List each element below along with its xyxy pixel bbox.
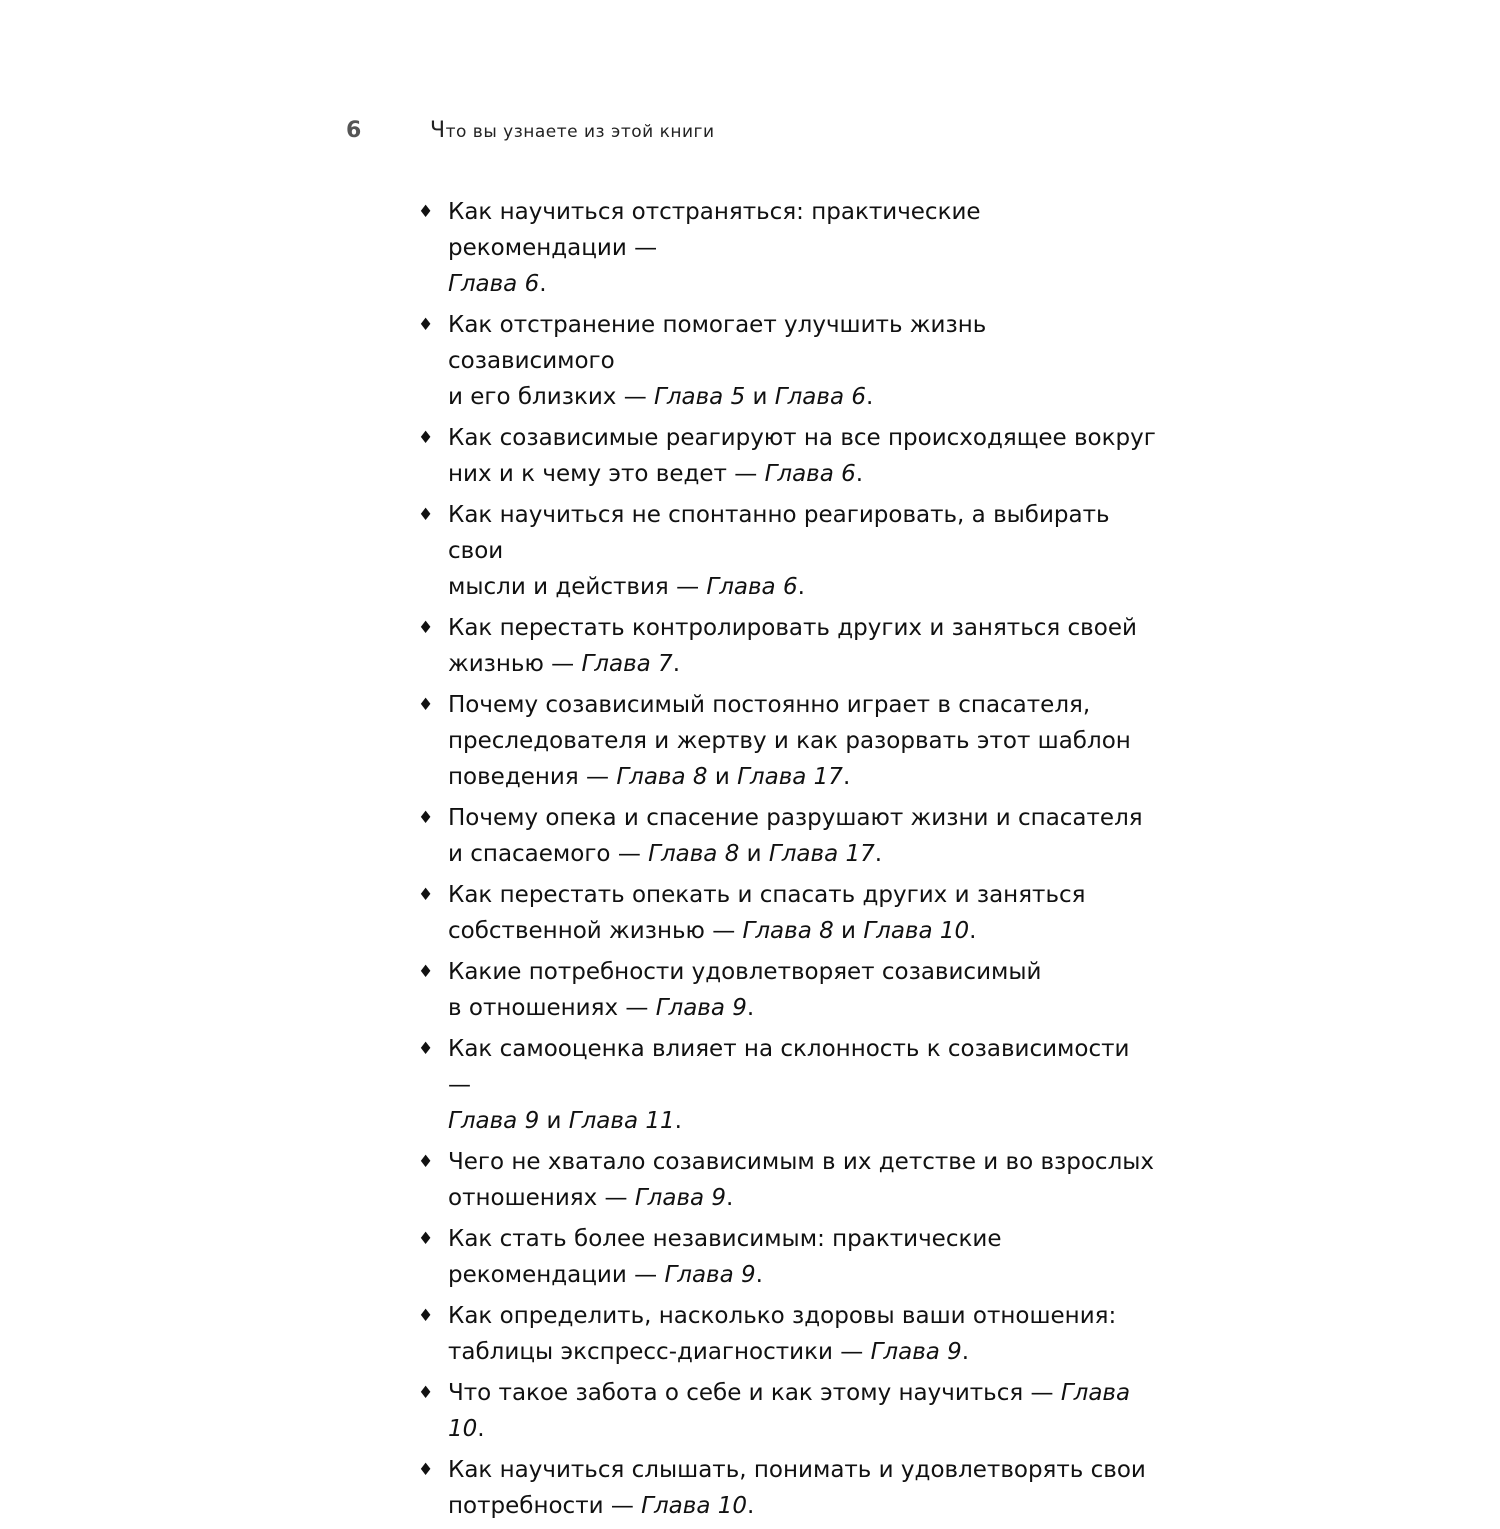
diamond-bullet-icon: ♦: [418, 1306, 434, 1326]
chapter-reference: Глава 5: [654, 384, 746, 410]
list-item: [418, 497, 1158, 605]
list-item-text: [448, 1144, 1158, 1216]
list-item: [418, 1221, 1158, 1293]
running-title-initial: Ч: [430, 118, 446, 143]
diamond-bullet-icon: ♦: [418, 1229, 434, 1249]
reference-separator: .: [866, 384, 874, 410]
page-number: 6: [346, 118, 362, 143]
chapter-reference: Глава 6: [706, 574, 798, 600]
reference-separator: .: [969, 918, 977, 944]
chapter-reference: Глава 6: [774, 384, 866, 410]
chapter-reference: Глава 9: [664, 1262, 756, 1288]
list-item: [418, 1144, 1158, 1216]
diamond-bullet-icon: ♦: [418, 1152, 434, 1172]
item-description: Чего не хватало созависимым в их детстве и во взрослых отношениях —: [448, 1149, 1155, 1211]
reference-separator: .: [539, 271, 547, 297]
chapter-reference: Глава 9: [655, 995, 747, 1021]
list-item-text: [448, 420, 1158, 492]
diamond-bullet-icon: ♦: [418, 505, 434, 525]
running-head: [346, 118, 715, 148]
chapter-reference: Глава 6: [448, 271, 540, 297]
diamond-bullet-icon: ♦: [418, 695, 434, 715]
chapter-reference: Глава 10: [448, 1380, 1131, 1442]
reference-separator: .: [855, 461, 864, 487]
diamond-bullet-icon: ♦: [418, 1383, 434, 1403]
item-description: Как стать более независимым: практические рекомендации —: [448, 1226, 1002, 1288]
diamond-bullet-icon: ♦: [418, 1039, 434, 1059]
item-description: Как научиться слышать, понимать и удовлетворять свои потребности —: [448, 1457, 1146, 1519]
list-item-text: [448, 1031, 1158, 1139]
reference-separator: и: [707, 764, 738, 790]
item-description: Как отстранение помогает улучшить жизнь созависимого и его близких —: [448, 312, 987, 410]
contents-list: [418, 194, 1158, 1529]
list-item-text: [448, 497, 1158, 605]
chapter-reference: Глава 11: [568, 1108, 675, 1134]
reference-separator: .: [746, 995, 755, 1021]
item-description: Почему опека и спасение разрушают жизни и спасателя и спасаемого —: [448, 805, 1143, 867]
diamond-bullet-icon: ♦: [418, 885, 434, 905]
list-item-text: [448, 194, 1158, 302]
item-description: Как перестать контролировать других и заняться своей жизнью —: [448, 615, 1137, 677]
list-item-text: [448, 307, 1158, 415]
list-item: [418, 877, 1158, 949]
item-description: Как научиться не спонтанно реагировать, а выбирать свои мысли и действия —: [448, 502, 1110, 600]
list-item: [418, 800, 1158, 872]
reference-separator: .: [874, 841, 883, 867]
reference-separator: .: [726, 1185, 734, 1211]
list-item: [418, 420, 1158, 492]
reference-separator: .: [747, 1493, 755, 1519]
item-description: Как созависимые реагируют на все происходящее вокруг них и к чему это ведет —: [448, 425, 1156, 487]
reference-separator: и: [739, 841, 769, 867]
item-description: Как определить, насколько здоровы ваши отношения: таблицы экспресс-диагностики —: [448, 1303, 1117, 1365]
reference-separator: и: [539, 1108, 569, 1134]
diamond-bullet-icon: ♦: [418, 428, 434, 448]
chapter-reference: Глава 17: [737, 764, 843, 790]
list-item: [418, 954, 1158, 1026]
chapter-reference: Глава 9: [634, 1185, 727, 1211]
list-item: [418, 1452, 1158, 1524]
item-description: Какие потребности удовлетворяет созависимый в отношениях —: [448, 959, 1042, 1021]
chapter-reference: Глава 9: [448, 1108, 540, 1134]
diamond-bullet-icon: ♦: [418, 618, 434, 638]
list-item: [418, 1298, 1158, 1370]
item-description: Как самооценка влияет на склонность к созависимости —: [448, 1036, 1130, 1098]
item-description: Почему созависимый постоянно играет в спасателя, преследователя и жертву и как разорвать этот шаблон поведения —: [448, 692, 1131, 790]
chapter-reference: Глава 8: [648, 841, 740, 867]
list-item-text: [448, 800, 1158, 872]
list-item-text: [448, 1375, 1158, 1447]
item-description: Как научиться отстраняться: практические рекомендации —: [448, 199, 981, 261]
list-item: [418, 194, 1158, 302]
list-item-text: [448, 954, 1158, 1026]
list-item-text: [448, 1221, 1158, 1293]
reference-separator: .: [797, 574, 805, 600]
list-item: [418, 1375, 1158, 1447]
chapter-reference: Глава 10: [641, 1493, 748, 1519]
list-item: [418, 307, 1158, 415]
list-item-text: [448, 1452, 1158, 1524]
diamond-bullet-icon: ♦: [418, 808, 434, 828]
diamond-bullet-icon: ♦: [418, 315, 434, 335]
list-item-text: [448, 1298, 1158, 1370]
list-item-text: [448, 687, 1158, 795]
running-title: [430, 118, 715, 143]
reference-separator: .: [755, 1262, 763, 1288]
list-item: [418, 687, 1158, 795]
reference-separator: и: [745, 384, 775, 410]
chapter-reference: Глава 8: [742, 918, 834, 944]
diamond-bullet-icon: ♦: [418, 1460, 434, 1480]
list-item-text: [448, 610, 1158, 682]
reference-separator: .: [961, 1339, 970, 1365]
reference-separator: .: [842, 764, 851, 790]
chapter-reference: Глава 10: [863, 918, 970, 944]
list-item: [418, 610, 1158, 682]
diamond-bullet-icon: ♦: [418, 202, 434, 222]
reference-separator: .: [672, 651, 680, 677]
reference-separator: и: [833, 918, 864, 944]
chapter-reference: Глава 6: [764, 461, 856, 487]
running-title-rest: то вы узнаете из этой книги: [445, 122, 715, 142]
reference-separator: .: [674, 1108, 682, 1134]
item-description: Что такое забота о себе и как этому научиться —: [448, 1380, 1061, 1406]
chapter-reference: Глава 8: [616, 764, 708, 790]
chapter-reference: Глава 17: [768, 841, 875, 867]
list-item-text: [448, 877, 1158, 949]
item-description: Как перестать опекать и спасать других и заняться собственной жизнью —: [448, 882, 1086, 944]
reference-separator: .: [477, 1416, 485, 1442]
chapter-reference: Глава 7: [581, 651, 673, 677]
chapter-reference: Глава 9: [870, 1339, 962, 1365]
list-item: [418, 1031, 1158, 1139]
diamond-bullet-icon: ♦: [418, 962, 434, 982]
